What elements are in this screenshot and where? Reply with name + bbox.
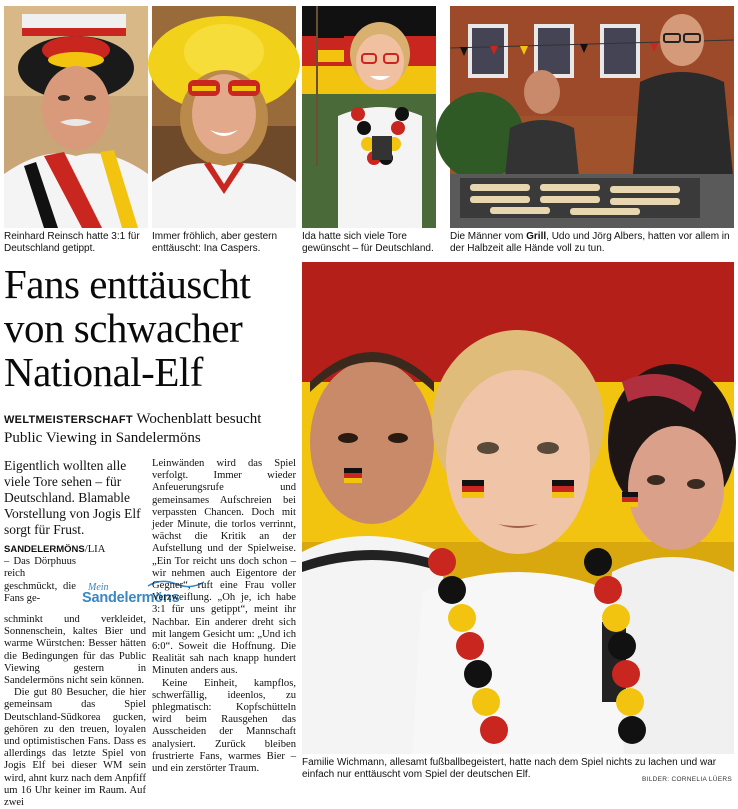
logo-mein: Mein [88,582,109,593]
headline-line-1: Fans enttäuscht [4,261,251,307]
photo-ida [302,6,436,228]
headline [4,262,296,394]
caption-ida: Ida hatte sich viele Tore gewünscht – für Deutschland. [302,231,434,254]
logo-name: Sandelermöns [82,590,180,606]
photo-reinhard-reinsch [4,6,148,228]
caption-reinhard-reinsch [4,231,150,257]
caption-bold: Grill [526,231,547,242]
article-column-2 [152,458,296,784]
column-1-paragraph-2: Die gut 80 Besucher, die hier gemeinsam das Spiel Deutschland-Südkorea gucken, gehören zu den treuen, loyalen und optimistischen Fans. Dass es allerdings das letzte Spiel von Jogis Elf bei dieser WM sein wird, ahnt kurz nach dem Anpfiff um 16 Uhr keiner im Raum. Auf zwei [4,687,146,809]
photo-familie-wichmann [302,262,734,754]
headline-line-2: von schwacher [4,305,243,351]
caption-post: , Udo und Jörg Albers, hatten vor allem in der Halbzeit alle Hände voll zu tun. [450,231,730,254]
caption-name: Reinhard Reinsch [4,231,84,242]
article-column-1-continued [4,582,76,618]
column-1-paragraph-1b: schminkt und verkleidet, Sonnenschein, kaltes Bier und warme Würstchen: Besser hätten die Bedingungen für das Public Viewing gestern in Sandelermöns nicht sein können. [4,614,146,687]
caption-grill-men [450,231,736,257]
subheadline [4,410,298,447]
caption-text: hatte 3:1 für Deutschland getippt. [4,231,140,254]
article-column-1-main [4,614,146,809]
article-intro: Eigentlich wollten alle viele Tore sehen – für Deutschland. Blamable Vorstellung von Jogis Elf sorgt für Frust. [4,458,141,537]
column-1-paragraph-1a: /LIA – Das Dörphuus reich geschmückt, die Fans ge- [4,544,106,604]
column-2-paragraph-1: Leinwänden wird das Spiel verfolgt. Immer wieder Anfeuerungsrufe und gemeinsames Aufschreien bei verpassten Chancen. Doch mit jeder Minute, die torlos verrinnt, wächst die Kritik an der Aufstellung und der Spielweise. „Ein Tor reicht uns doch schon – wir nehmen auch Eigentore der Gegner“, ruft eine Frau voller Verzweiflung. „Oh je, ich habe 3:1 für uns getippt“, meint ihr Nachbar. Ein anderer dreht sich mit langem Gesicht um: „Und ich 6:0“. Soweit die Hoffnung. Die Realität sah nach knapp hundert Minuten anders aus. [152,458,296,677]
caption-familie-wichmann: Familie Wichmann, allesamt fußballbegeistert, hatte nach dem Spiel nichts zu lachen und war einfach nur enttäuscht vom Spiel der deutschen Elf. [302,757,717,780]
photo-ina-caspers [152,6,296,228]
photo-credit: BILDER: CORNELIA LÜERS [641,776,732,783]
headline-line-3: National-Elf [4,349,203,395]
column-2-paragraph-2: Keine Einheit, kampflos, schwerfällig, ideenlos, zu phlegmatisch: Kopfschütteln wird beim Rausgehen das Ausscheiden der Mannschaft analysiert. Zurück bleiben frustrierte Fans, warmes Bier – und ein zerstörter Traum. [152,677,296,775]
caption-pre: Die Männer vom [450,231,527,242]
photo-grill-men [450,6,734,228]
dateline: SANDELERMÖNS [4,544,85,555]
subhead-text: Wochenblatt besucht Public Viewing in Sandelermöns [4,411,262,446]
caption-ina-caspers: Immer fröhlich, aber gestern enttäuscht: Ina Caspers. [152,231,278,254]
subhead-kicker: WELTMEISTERSCHAFT [4,414,133,426]
